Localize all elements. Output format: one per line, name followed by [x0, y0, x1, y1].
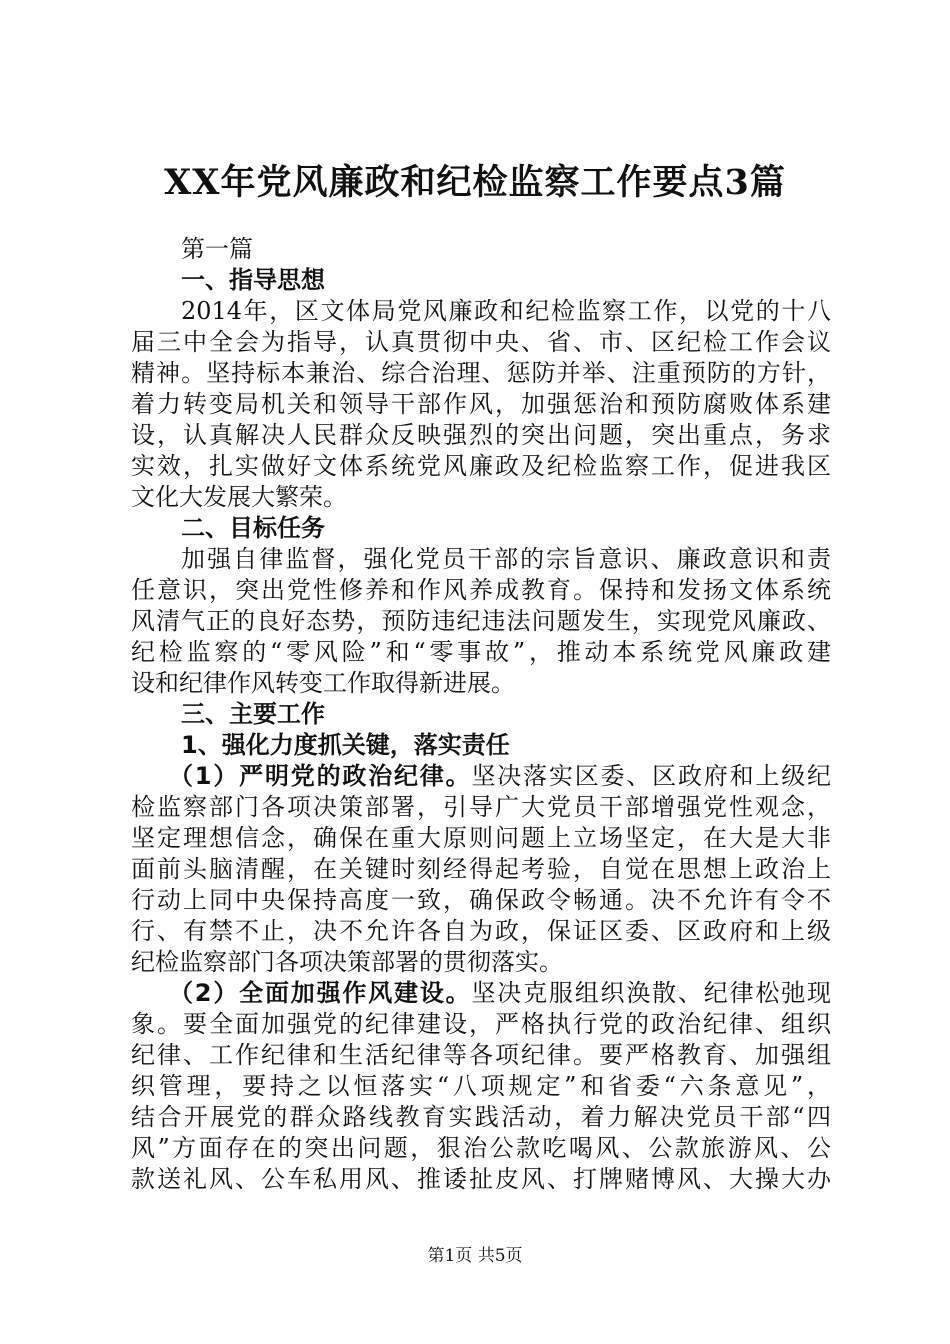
page-footer: 第1页 共5页: [427, 1246, 523, 1266]
item-text: 坚决克服组织涣散、纪律松弛现: [471, 979, 831, 1007]
paragraph-line: 织管理，要持之以恒落实“八项规定”和省委“六条意见”，: [131, 1072, 831, 1100]
part-label: 第一篇: [181, 235, 253, 263]
paragraph-line: 风清气正的良好态势，预防违纪违法问题发生，实现党风廉政、: [131, 607, 831, 635]
paragraph-line: 纪律、工作纪律和生活纪律等各项纪律。要严格教育、加强组: [131, 1041, 831, 1069]
paragraph-line: 象。要全面加强党的纪律建设，严格执行党的政治纪律、组织: [131, 1010, 831, 1038]
paragraph-line: 文化大发展大繁荣。: [131, 483, 347, 511]
paragraph-line: 2014年，区文体局党风廉政和纪检监察工作，以党的十八: [181, 297, 831, 325]
paragraph-line: 行、有禁不止，决不允许各自为政，保证区委、区政府和上级: [131, 917, 831, 945]
paragraph-line: 设和纪律作风转变工作取得新进展。: [131, 669, 515, 697]
paragraph-line: 行动上同中央保持高度一致，确保政令畅通。决不允许有令不: [131, 886, 831, 914]
paragraph-line: 加强自律监督，强化党员干部的宗旨意识、廉政意识和责: [181, 545, 831, 573]
paragraph-line: 检监察部门各项决策部署，引导广大党员干部增强党性观念，: [131, 793, 831, 821]
paragraph-line: 款送礼风、公车私用风、推诿扯皮风、打牌赌博风、大操大办: [131, 1165, 831, 1193]
paragraph-line: 纪检监察的“零风险”和“零事故”，推动本系统党风廉政建: [131, 638, 831, 666]
section-heading: 二、目标任务: [181, 514, 325, 542]
paragraph-line: 精神。坚持标本兼治、综合治理、惩防并举、注重预防的方针，: [131, 359, 831, 387]
item-lead: （1）严明党的政治纪律。: [169, 762, 472, 790]
item-text: 坚决落实区委、区政府和上级纪: [471, 762, 831, 790]
paragraph-line: 设，认真解决人民群众反映强烈的突出问题，突出重点，务求: [131, 421, 831, 449]
paragraph-line: [131, 978, 831, 1009]
document-body: [131, 234, 831, 1195]
document-title: XX年党风廉政和纪检监察工作要点3篇: [164, 162, 786, 203]
paragraph-line: 结合开展党的群众路线教育实践活动，着力解决党员干部“四: [131, 1103, 831, 1131]
paragraph-line: [131, 761, 831, 792]
section-heading: 一、指导思想: [181, 266, 325, 294]
paragraph-line: 任意识，突出党性修养和作风养成教育。保持和发扬文体系统: [131, 576, 831, 604]
paragraph-line: 届三中全会为指导，认真贯彻中央、省、市、区纪检工作会议: [131, 328, 831, 356]
section-heading: 1、强化力度抓关键，落实责任: [181, 731, 510, 759]
paragraph-line: 坚定理想信念，确保在重大原则问题上立场坚定，在大是大非: [131, 824, 831, 852]
paragraph-line: 面前头脑清醒，在关键时刻经得起考验，自觉在思想上政治上: [131, 855, 831, 883]
paragraph-line: 风”方面存在的突出问题，狠治公款吃喝风、公款旅游风、公: [131, 1134, 831, 1162]
paragraph-line: 实效，扎实做好文体系统党风廉政及纪检监察工作，促进我区: [131, 452, 831, 480]
section-heading: 三、主要工作: [181, 700, 325, 728]
item-lead: （2）全面加强作风建设。: [169, 979, 472, 1007]
paragraph-line: 着力转变局机关和领导干部作风，加强惩治和预防腐败体系建: [131, 390, 831, 418]
paragraph-line: 纪检监察部门各项决策部署的贯彻落实。: [131, 948, 563, 976]
